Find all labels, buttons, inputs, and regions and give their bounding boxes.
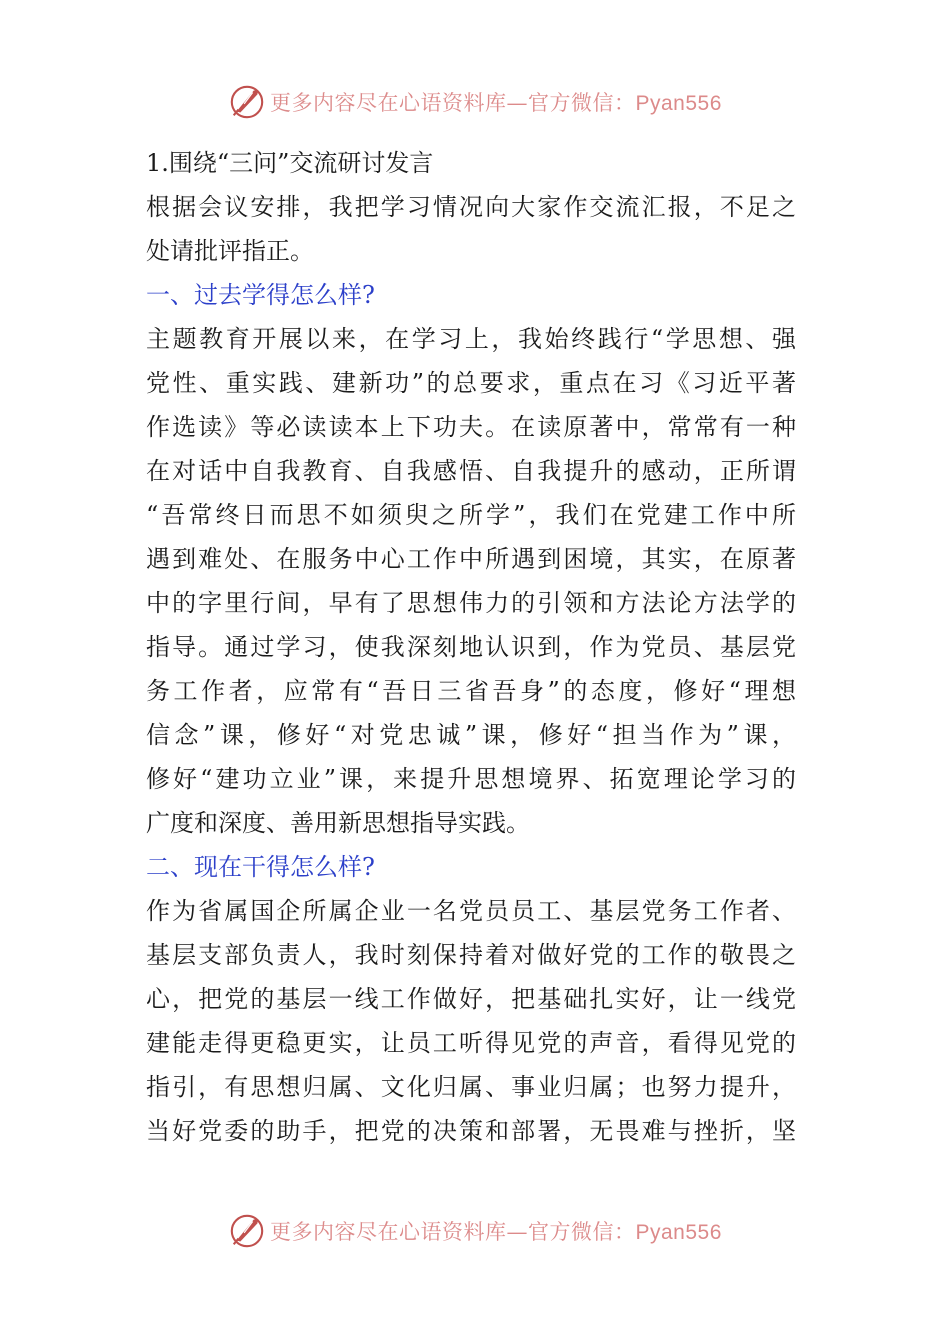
paragraph-line: 当好党委的助手，把党的决策和部署，无畏难与挫折，坚 xyxy=(146,1117,796,1145)
paragraph-line: “吾常终日而思不如须臾之所学”，我们在党建工作中所 xyxy=(146,501,796,529)
paragraph-line: 党性、重实践、建新功”的总要求，重点在习《习近平著 xyxy=(146,369,796,397)
paragraph-line: 指引，有思想归属、文化归属、事业归属；也努力提升， xyxy=(146,1073,796,1101)
watermark-wechat-id: Pyan556 xyxy=(635,92,722,115)
document-body xyxy=(146,141,796,1153)
watermark-text: 更多内容尽在心语资料库—官方微信： xyxy=(270,91,636,115)
paragraph-line: 在对话中自我教育、自我感悟、自我提升的感动，正所谓 xyxy=(146,457,796,485)
paragraph-line: 修好“建功立业”课，来提升思想境界、拓宽理论学习的 xyxy=(146,765,796,793)
paragraph-line: 心，把党的基层一线工作做好，把基础扎实好，让一线党 xyxy=(146,985,796,1013)
paragraph-line: 中的字里行间，早有了思想伟力的引领和方法论方法学的 xyxy=(146,589,796,617)
section-1-paragraph xyxy=(146,317,796,845)
paragraph-line: 指导。通过学习，使我深刻地认识到，作为党员、基层党 xyxy=(146,633,796,661)
watermark-text: 更多内容尽在心语资料库—官方微信： xyxy=(270,1220,636,1244)
watermark-wechat-id: Pyan556 xyxy=(635,1221,722,1244)
paragraph-line: 信念”课，修好“对党忠诚”课，修好“担当作为”课， xyxy=(146,721,796,749)
paragraph-line: 作选读》等必读读本上下功夫。在读原著中，常常有一种 xyxy=(146,413,796,441)
paragraph-line: 根据会议安排，我把学习情况向大家作交流汇报，不足之 xyxy=(146,193,796,221)
paragraph-line: 务工作者，应常有“吾日三省吾身”的态度，修好“理想 xyxy=(146,677,796,705)
section-1-heading: 一、过去学得怎么样? xyxy=(146,281,375,309)
section-2-paragraph xyxy=(146,889,796,1153)
paragraph-line: 基层支部负责人，我时刻保持着对做好党的工作的敬畏之 xyxy=(146,941,796,969)
quill-pen-icon xyxy=(228,1212,266,1250)
paragraph-line: 作为省属国企所属企业一名党员员工、基层党务工作者、 xyxy=(146,897,796,925)
quill-pen-icon xyxy=(228,83,266,121)
document-title: 1.围绕“三问”交流研讨发言 xyxy=(146,149,434,177)
paragraph-line: 主题教育开展以来，在学习上，我始终践行“学思想、强 xyxy=(146,325,796,353)
paragraph-line: 广度和深度、善用新思想指导实践。 xyxy=(146,809,530,837)
intro-paragraph xyxy=(146,185,796,273)
header-watermark xyxy=(228,82,748,122)
section-2-heading: 二、现在干得怎么样? xyxy=(146,853,375,881)
paragraph-line: 建能走得更稳更实，让员工听得见党的声音，看得见党的 xyxy=(146,1029,796,1057)
footer-watermark xyxy=(228,1211,748,1251)
paragraph-line: 处请批评指正。 xyxy=(146,237,314,265)
paragraph-line: 遇到难处、在服务中心工作中所遇到困境，其实，在原著 xyxy=(146,545,796,573)
